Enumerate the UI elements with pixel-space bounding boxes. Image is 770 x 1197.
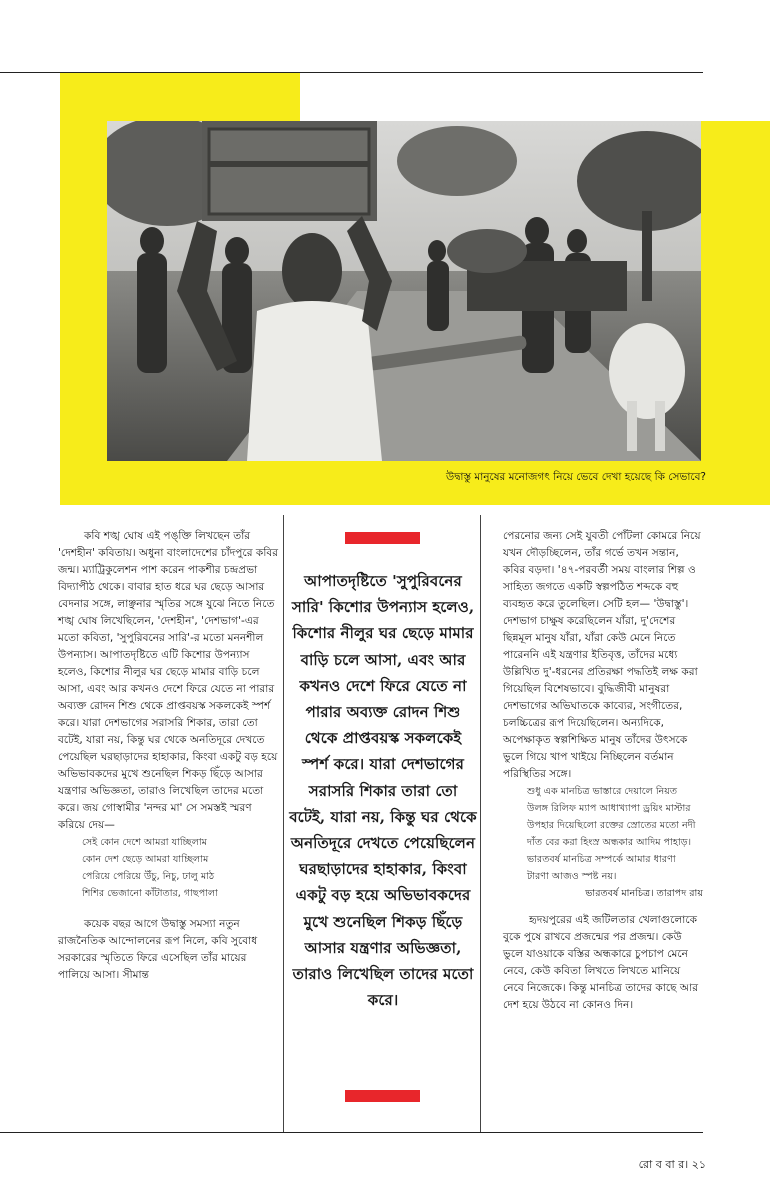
column-divider-left — [283, 515, 284, 1133]
column1-paragraph-1: কবি শঙ্খ ঘোষ এই পঙ্‌ক্তি লিখছেন তাঁর 'দেশহীন' কবিতায়। অধুনা বাংলাদেশের চাঁদপুরে কবির জন্ম। ম্যাট্রিকুলেশন পাশ করেন পাকশীর চন্দ্রপ্রভা বিদ্যাপীঠ থেকে। বাবার হাত ধরে ঘর ছেড়ে আসার বেদনার সঙ্গে, লাঞ্ছনার স্মৃতির সঙ্গে যুঝে নিতে নিতে শঙ্খ ঘোষ লিখেছিলেন, 'দেশহীন', 'দেশভাগ'-এর মতো কবিতা, 'সুপুরিবনের সারি'-র মতো মননশীল উপন্যাস। আপাতদৃষ্টিতে এটি কিশোর উপন্যাস হলেও, কিশোর নীলুর ঘর ছেড়ে মামার বাড়ি চলে আসা, এবং আর কখনও দেশে ফিরে যেতে না পারার অব্যক্ত রোদন শিশু থেকে প্রাপ্তবয়স্ক সকলকেই স্পর্শ করে। যারা দেশভাগের সরাসরি শিকার, তারা তো বটেই, যারা নয়, কিন্তু ঘর থেকে অনতিদূরে দেখতে পেয়েছিল ঘরছাড়াদের হাহাকার, কিংবা একটু বড় হয়ে অভিভাবকদের মুখে শুনেছিল শিকড় ছিঁড়ে আসার যন্ত্রণার অভিজ্ঞতা, তারাও লিখেছিল তাদের মতো করে। জয় গোস্বামীর 'নন্দর মা' সে সমস্তই স্মরণ করিয়ে দেয়— — [58, 530, 279, 831]
poem-line: কোন দেশ ছেড়ে আমরা যাচ্ছিলাম — [82, 854, 209, 865]
column-divider-right — [480, 515, 481, 1133]
yellow-header-block — [60, 73, 300, 121]
poem-line: ভারতবর্ষ মানচিত্র সম্পর্কে আমার ধারণা — [527, 854, 676, 865]
page-folio: রো ব বা র। ২১ — [638, 1158, 706, 1171]
article-column-1 — [58, 528, 280, 984]
poem-line: সেই কোন দেশে আমরা যাচ্ছিলাম — [82, 837, 207, 848]
poem-line: দাঁত বের করা হিংস্র অন্ধকার আদিম পাহাড়। — [527, 837, 692, 848]
column3-paragraph-2: হৃদয়পুরের এই জটিলতার খেলাগুলোকে বুকে পুষে রাখবে প্রজন্মের পর প্রজন্ম। কেউ ভুলে যাওয়াকে বস্তির অন্ধকারে চুপচাপ মেনে নেবে, কেউ কবিতা লিখতে লিখতে মানিয়ে নেবে নিজেকে। কিন্তু মানচিত্র তাদের কাছে আর দেশ হয়ে উঠবে না কোনও দিন। — [503, 914, 699, 1011]
poem-line: টারণা আজও স্পষ্ট নয়। — [527, 871, 617, 882]
bottom-rule — [0, 1132, 703, 1133]
spacer — [58, 902, 280, 916]
poem-line: শিশির ভেজানো কাঁটাতার, গাছপালা — [82, 888, 218, 899]
photo-caption: উদ্বাস্তু মানুষের মনোজগৎ নিয়ে ভেবে দেখা হয়েছে কি সেভাবে? — [446, 471, 706, 483]
pullquote-bottom-bar — [345, 1090, 420, 1102]
pullquote-top-bar — [345, 532, 420, 544]
refugee-photo — [107, 121, 701, 461]
column3-paragraph-1: পেরনোর জন্য সেই যুবতী পোঁটলা কোমরে নিয়ে যখন দৌড়চ্ছিলেন, তাঁর গর্ভে তখন সন্তান, কবির বড়দা। '৪৭-পরবর্তী সময় বাংলার শিল্প ও সাহিত্য জগতে একটি স্বল্পপঠিত শব্দকে বহু ব্যবহৃত করে তুলেছিল। সেটি হল— 'উদ্বাস্তু'। দেশভাগ চাক্ষুষ করেছিলেন যাঁরা, দু'দেশের ছিন্নমূল মানুষ যাঁরা, যাঁরা কেউ মেনে নিতে পারেননি এই যন্ত্রণার ইতিবৃত্ত, তাঁদের মধ্যে উল্লিখিত দু'-ধরনের প্রতিরক্ষা পদ্ধতিই লক্ষ করা গিয়েছিল বিশেষভাবে। বুদ্ধিজীবী মানুষরা দেশভাগের অভিঘাতকে কাব্যের, সংগীতের, চলচ্চিত্রের রূপ দিয়েছিলেন। অন্যদিকে, অপেক্ষাকৃত স্বল্পশিক্ষিত মানুষ তাঁদের উৎসকে ভুলে গিয়ে খাপ খাইয়ে নিচ্ছিলেন বর্তমান পরিস্থিতির সঙ্গে। — [503, 530, 701, 780]
poem-line: উলঙ্গ রিলিফ ম্যাপ আধাখ্যাপা ড্রয়িং মাস্টার — [527, 803, 691, 814]
column1-paragraph-2: কয়েক বছর আগে উদ্বাস্তু সমস্যা নতুন রাজনৈতিক আন্দোলনের রূপ নিলে, কবি সুবোধ সরকারের স্মৃতিতে ফিরে এসেছিল তাঁর মায়ের পালিয়ে আসা। সীমান্ত — [58, 918, 258, 981]
pull-quote: আপাতদৃষ্টিতে 'সুপুরিবনের সারি' কিশোর উপন্যাস হলেও, কিশোর নীলুর ঘর ছেড়ে মামার বাড়ি চলে আসা, এবং আর কখনও দেশে ফিরে যেতে না পারার অব্যক্ত রোদন শিশু থেকে প্রাপ্তবয়স্ক সকলকেই স্পর্শ করে। যারা দেশভাগের সরাসরি শিকার তারা তো বটেই, যারা নয়, কিন্তু ঘর থেকে অনতিদূরে দেখতে পেয়েছিলেন ঘরছাড়াদের হাহাকার, কিংবা একটু বড় হয়ে অভিভাবকদের মুখে শুনেছিল শিকড় ছিঁড়ে আসার যন্ত্রণার অভিজ্ঞতা, তারাও লিখেছিল তাদের মতো করে। — [289, 572, 477, 1010]
article-column-3 — [503, 528, 703, 1014]
poem-line: পেরিয়ে পেরিয়ে উঁচু, নিচু, ঢালু মাঠ — [82, 871, 215, 882]
quoted-poem-nandar-ma — [82, 834, 280, 902]
poem-attribution: ভারতবর্ষ মানচিত্র। তারাপদ রায় — [585, 888, 703, 899]
poem-line: শুধু এক মানচিত্র ভাস্তারে দেয়ালে নিয়ত — [527, 786, 678, 797]
poem-line: উপহার দিয়েছিলো রক্তের স্রোতের মতো নদী — [527, 820, 696, 831]
quoted-poem-bharatbarsha — [527, 783, 703, 885]
